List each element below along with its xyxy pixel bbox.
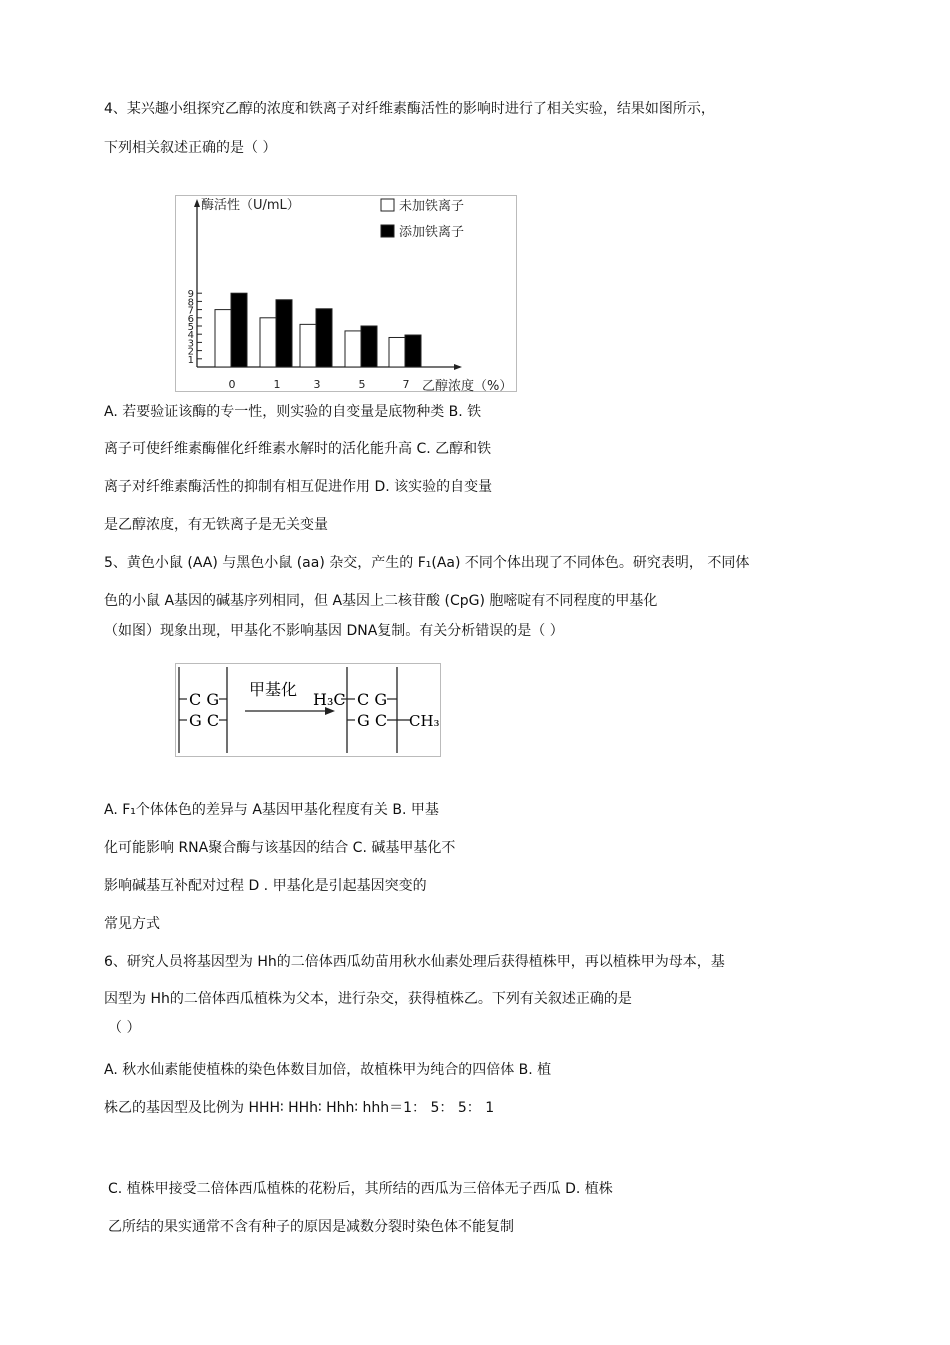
q4-stem-line1: 4、某兴趣小组探究乙醇的浓度和铁离子对纤维素酶活性的影响时进行了相关实验，结果如图所示，: [104, 101, 715, 117]
y-tick-label: 2: [187, 346, 194, 358]
q4-option-line3: 离子对纤维素酶活性的抑制有相互促进作用 D. 该实验的自变量: [104, 479, 493, 495]
q5-option-line2: 化可能影响 RNA聚合酶与该基因的结合 C. 碱基甲基化不: [104, 840, 456, 856]
q6-stem-line3: （ ）: [108, 1020, 141, 1036]
q6-option-line2: 株乙的基因型及比例为 HHH∶ HHh∶ Hhh∶ hhh＝1： 5： 5： 1: [104, 1100, 495, 1116]
x-axis-label: 乙醇浓度（%）: [422, 379, 513, 394]
legend-swatch: [381, 199, 394, 211]
ch3-label: CH₃: [409, 712, 440, 730]
y-tick-label: 5: [187, 322, 194, 333]
bar-iron-1: [276, 300, 292, 367]
q5-stem-line1: 5、黄色小鼠 (AA) 与黑色小鼠 (aa) 杂交，产生的 F₁(Aa) 不同个体出现了不同体色。研究表明， 不同体: [104, 555, 750, 571]
y-tick-label: 9: [187, 289, 194, 301]
legend-swatch: [381, 225, 394, 237]
y-tick-label: 3: [187, 338, 194, 350]
bar-no-iron-0: [215, 310, 231, 367]
q6-stem-line2: 因型为 Hh的二倍体西瓜植株为父本，进行杂交，获得植株乙。下列有关叙述正确的是: [104, 991, 632, 1007]
q6-option-line1: A. 秋水仙素能使植株的染色体数目加倍，故植株甲为纯合的四倍体 B. 植: [104, 1062, 552, 1078]
x-tick-label: 5: [358, 378, 366, 391]
q6-option-line3: C. 植株甲接受二倍体西瓜植株的花粉后，其所结的西瓜为三倍体无子西瓜 D. 植株: [108, 1181, 613, 1197]
legend-label: 添加铁离子: [399, 225, 465, 240]
q4-option-line1: A. 若要验证该酶的专一性，则实验的自变量是底物种类 B. 铁: [104, 404, 482, 420]
x-tick-label: 0: [228, 378, 236, 391]
bar-iron-0: [231, 293, 247, 367]
q4-option-line2: 离子可使纤维素酶催化纤维素水解时的活化能升高 C. 乙醇和铁: [104, 441, 492, 457]
bar-iron-5: [361, 326, 377, 367]
q5-option-line4: 常见方式: [104, 916, 160, 932]
q5-option-line3: 影响碱基互补配对过程 D . 甲基化是引起基因突变的: [104, 878, 427, 894]
y-tick-label: 1: [187, 354, 194, 366]
y-tick-label: 7: [187, 305, 194, 317]
left-pair-top: C G: [189, 690, 220, 709]
bar-no-iron-1: [260, 318, 276, 367]
q5-stem-line3: （如图）现象出现，甲基化不影响基因 DNA复制。有关分析错误的是（ ）: [104, 623, 564, 639]
bar-no-iron-3: [300, 324, 316, 367]
bar-no-iron-7: [389, 337, 405, 367]
x-tick-label: 3: [313, 378, 321, 391]
methylation-arrow-label: 甲基化: [249, 680, 298, 699]
h3c-label: H₃C: [313, 690, 346, 709]
q5-stem-line2: 色的小鼠 A基因的碱基序列相同，但 A基因上二核苷酸 (CpG) 胞嘧啶有不同程度的甲基化: [104, 593, 658, 609]
left-pair-bottom: G C: [189, 711, 220, 730]
q5-option-line1: A. F₁个体体色的差异与 A基因甲基化程度有关 B. 甲基: [104, 802, 439, 818]
right-pair-top: C G: [357, 690, 388, 709]
x-tick-label: 1: [273, 378, 281, 391]
y-axis-label: 酶活性（U/mL）: [201, 198, 300, 213]
q6-stem-line1: 6、研究人员将基因型为 Hh的二倍体西瓜幼苗用秋水仙素处理后获得植株甲，再以植株甲为母本，基: [104, 954, 725, 970]
x-tick-label: 7: [402, 378, 410, 391]
q4-option-line4: 是乙醇浓度，有无铁离子是无关变量: [104, 517, 328, 533]
y-tick-label: 4: [187, 330, 194, 342]
methylation-diagram: [175, 663, 443, 758]
y-tick-label: 8: [187, 297, 194, 309]
legend-label: 未加铁离子: [399, 199, 465, 214]
q6-option-line4: 乙所结的果实通常不含有种子的原因是减数分裂时染色体不能复制: [108, 1219, 514, 1235]
bar-iron-3: [316, 309, 332, 367]
y-tick-label: 6: [187, 313, 194, 325]
right-pair-bottom: G C: [357, 711, 388, 730]
bar-no-iron-5: [345, 331, 361, 367]
q4-stem-line2: 下列相关叙述正确的是（ ）: [104, 140, 277, 156]
bar-iron-7: [405, 335, 421, 367]
enzyme-activity-bar-chart: [175, 195, 520, 395]
